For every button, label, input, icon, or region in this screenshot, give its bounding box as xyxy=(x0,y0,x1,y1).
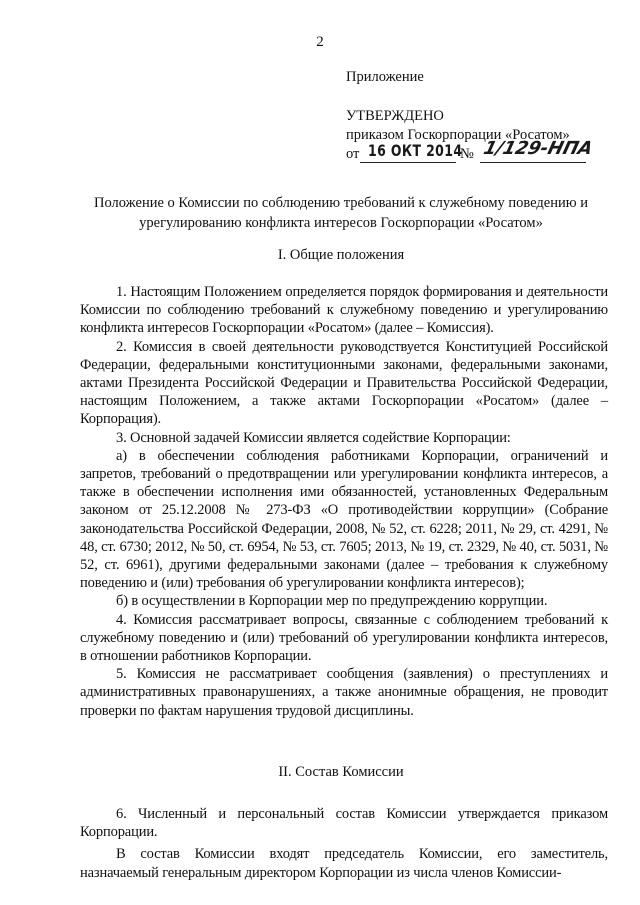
document-title: Положение о Комиссии по соблюдению требований к служебному поведению и урегулированию конфликта интересов Госкорпорации «Росатом» xyxy=(94,195,588,231)
number-underline xyxy=(480,162,586,163)
paragraph-7: В состав Комиссии входят председатель Комиссии, его заместитель, назначаемый генеральным директором Корпорации из числа членов Комиссии- xyxy=(80,846,608,881)
order-date: 16 ОКТ 2014 xyxy=(368,141,463,160)
date-underline xyxy=(360,162,456,163)
paragraph-3a: а) в обеспечении соблюдения работниками Корпорации, ограничений и запретов, требований о предотвращении или урегулировании конфликта интересов, а также в обеспечении исполнения ими обязанностей, установленных Федеральным законом от 25.12.2008 № 273-ФЗ «О противодействии коррупции» (Собрание законодательства Российской Федерации, 2008, № 52, ст. 6228; 2011, № 29, ст. 4291, № 48, ст. 6730; 2012, № 50, ст. 6954, № 53, ст. 7605; 2013, № 19, ст. 2329, № 40, ст. 5031, № 52, ст. 6961), другими федеральными законами (далее – требования к служебному поведению и (или) требования об урегулировании конфликта интересов); xyxy=(80,447,608,592)
from-label: от xyxy=(346,146,360,162)
paragraph-4: 4. Комиссия рассматривает вопросы, связанные с соблюдением требований к служебному поведению и (или) требований об урегулировании конфликта интересов, в отношении работников Корпорации. xyxy=(80,611,608,665)
number-label: № xyxy=(460,146,474,162)
order-label: приказом Госкорпорации «Росатом» xyxy=(346,127,570,143)
order-line xyxy=(346,138,595,165)
section-heading-2: II. Состав Комиссии xyxy=(278,764,404,780)
paragraph-3: 3. Основной задачей Комиссии является содействие Корпорации: xyxy=(116,429,511,446)
paragraph-1: 1. Настоящим Положением определяется порядок формирования и деятельности Комиссии по соблюдению требований к служебному поведению и урегулированию конфликта интересов Госкорпорации «Росатом» (далее – Комиссия). xyxy=(80,284,608,337)
page-number: 2 xyxy=(316,34,324,50)
paragraph-5: 5. Комиссия не рассматривает сообщения (заявления) о преступлениях и административных правонарушениях, а также анонимные обращения, не проводит проверки по фактам нарушения трудовой дисциплины. xyxy=(80,666,608,719)
appendix-label: Приложение xyxy=(346,69,424,85)
approval-stamp xyxy=(346,68,595,165)
approved-label: УТВЕРЖДЕНО xyxy=(346,108,444,124)
order-number: 1/129-НПА xyxy=(481,138,595,159)
paragraph-6: 6. Численный и персональный состав Комиссии утверждается приказом Корпорации. xyxy=(80,806,608,841)
paragraph-3b: б) в осуществлении в Корпорации мер по предупреждению коррупции. xyxy=(116,593,548,610)
section-1-body xyxy=(80,283,608,720)
section-2-body xyxy=(80,805,608,882)
paragraph-2: 2. Комиссия в своей деятельности руководствуется Конституцией Российской Федерации, федеральными конституционными законами, федеральными законами, актами Президента Российской Федерации и Правительства Российской Федерации, настоящим Положением, а также актами Госкорпорации «Росатом» (далее – Корпорация). xyxy=(80,338,608,428)
section-heading-1: I. Общие положения xyxy=(277,247,405,263)
